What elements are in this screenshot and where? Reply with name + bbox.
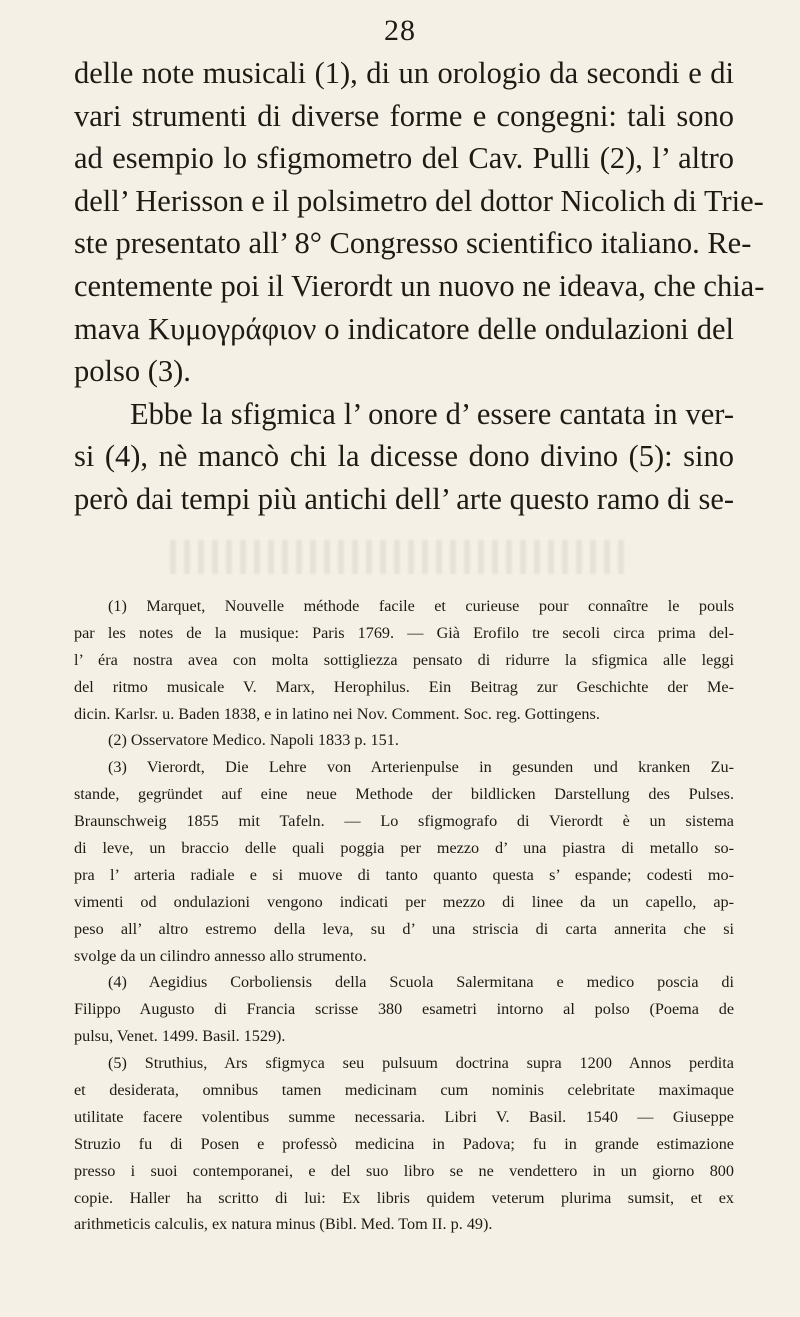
footnote-line: (3) Vierordt, Die Lehre von Arterienpulse in gesunden und kranken Zu- bbox=[108, 758, 734, 777]
footnote-line: (2) Osservatore Medico. Napoli 1833 p. 151. bbox=[108, 731, 399, 750]
footnote-line: (1) Marquet, Nouvelle méthode facile et curieuse pour connaître le pouls bbox=[108, 597, 734, 615]
page-number: 28 bbox=[384, 14, 416, 47]
footnote-line: dicin. Karlsr. u. Baden 1838, e in latino nei Nov. Comment. Soc. reg. Gottingens. bbox=[74, 704, 600, 723]
footnote-line: et desiderata, omnibus tamen medicinam cum nominis celebritate maximaque bbox=[74, 1081, 734, 1100]
body-line: centemente poi il Vierordt un nuovo ne ideava, che chia- bbox=[74, 268, 765, 303]
body-line: si (4), nè mancò chi la dicesse dono divino (5): sino bbox=[74, 439, 734, 474]
footnote-line: di leve, un braccio delle quali poggia per mezzo d’ una piastra di metallo so- bbox=[74, 839, 734, 858]
body-line: mava Κυμογράφιον o indicatore delle ondulazioni del bbox=[74, 311, 734, 346]
bleed-through-smudge bbox=[170, 540, 630, 574]
body-line: ste presentato all’ 8° Congresso scientifico italiano. Re- bbox=[74, 226, 752, 261]
body-line: delle note musicali (1), di un orologio da secondi e di bbox=[74, 56, 734, 90]
footnote-line: Struzio fu di Posen e professò medicina in Padova; fu in grande estimazione bbox=[74, 1134, 734, 1153]
body-line: Ebbe la sfigmica l’ onore d’ essere cantata in ver- bbox=[130, 396, 734, 431]
footnote-line: pra l’ arteria radiale e si muove di tanto quanto questa s’ espande; codesti mo- bbox=[74, 865, 734, 884]
footnote-line: utilitate facere volentibus summe necessaria. Libri V. Basil. 1540 — Giuseppe bbox=[74, 1107, 734, 1126]
footnote-line: del ritmo musicale V. Marx, Herophilus. Ein Beitrag zur Geschichte der Me- bbox=[74, 677, 734, 696]
footnotes bbox=[74, 593, 734, 1238]
body-line: polso (3). bbox=[74, 354, 191, 389]
footnote-line: vimenti od ondulazioni vengono indicati per mezzo di linee da un capello, ap- bbox=[74, 892, 734, 911]
footnote-line: svolge da un cilindro annesso allo strumento. bbox=[74, 946, 367, 965]
footnote-line: stande, gegründet auf eine neue Methode der bildlicken Darstellung des Pulses. bbox=[74, 785, 734, 804]
footnote-line: arithmeticis calculis, ex natura minus (Bibl. Med. Tom II. p. 49). bbox=[74, 1215, 493, 1234]
footnote-line: par les notes de la musique: Paris 1769. — Già Erofilo tre secoli circa prima del- bbox=[74, 623, 734, 642]
main-text bbox=[74, 52, 765, 521]
footnote-line: (4) Aegidius Corboliensis della Scuola Salermitana e medico poscia di bbox=[108, 973, 734, 992]
footnote-line: peso all’ altro estremo della leva, su d’ una striscia di carta annerita che si bbox=[74, 919, 734, 938]
footnote-line: Braunschweig 1855 mit Tafeln. — Lo sfigmografo di Vierordt è un sistema bbox=[74, 812, 734, 831]
footnote-line: l’ éra nostra avea con molta sottigliezza pensato di ridurre la sfigmica alle leggi bbox=[74, 650, 734, 669]
footnote-line: Filippo Augusto di Francia scrisse 380 esametri intorno al polso (Poema de bbox=[74, 1000, 734, 1019]
footnote-line: pulsu, Venet. 1499. Basil. 1529). bbox=[74, 1027, 286, 1046]
body-line: ad esempio lo sfigmometro del Cav. Pulli (2), l’ altro bbox=[74, 141, 734, 176]
footnote-line: copie. Haller ha scritto di lui: Ex libris quidem veterum plurima sumsit, et ex bbox=[74, 1188, 734, 1207]
footnote-line: presso i suoi contemporanei, e del suo libro se ne vendettero in un giorno 800 bbox=[74, 1161, 734, 1180]
body-line: però dai tempi più antichi dell’ arte questo ramo di se- bbox=[74, 481, 735, 516]
body-line: vari strumenti di diverse forme e congegni: tali sono bbox=[74, 98, 734, 133]
footnote-line: (5) Struthius, Ars sfigmyca seu pulsuum doctrina supra 1200 Annos perdita bbox=[108, 1054, 734, 1073]
body-line: dell’ Herisson e il polsimetro del dottor Nicolich di Trie- bbox=[74, 183, 764, 218]
